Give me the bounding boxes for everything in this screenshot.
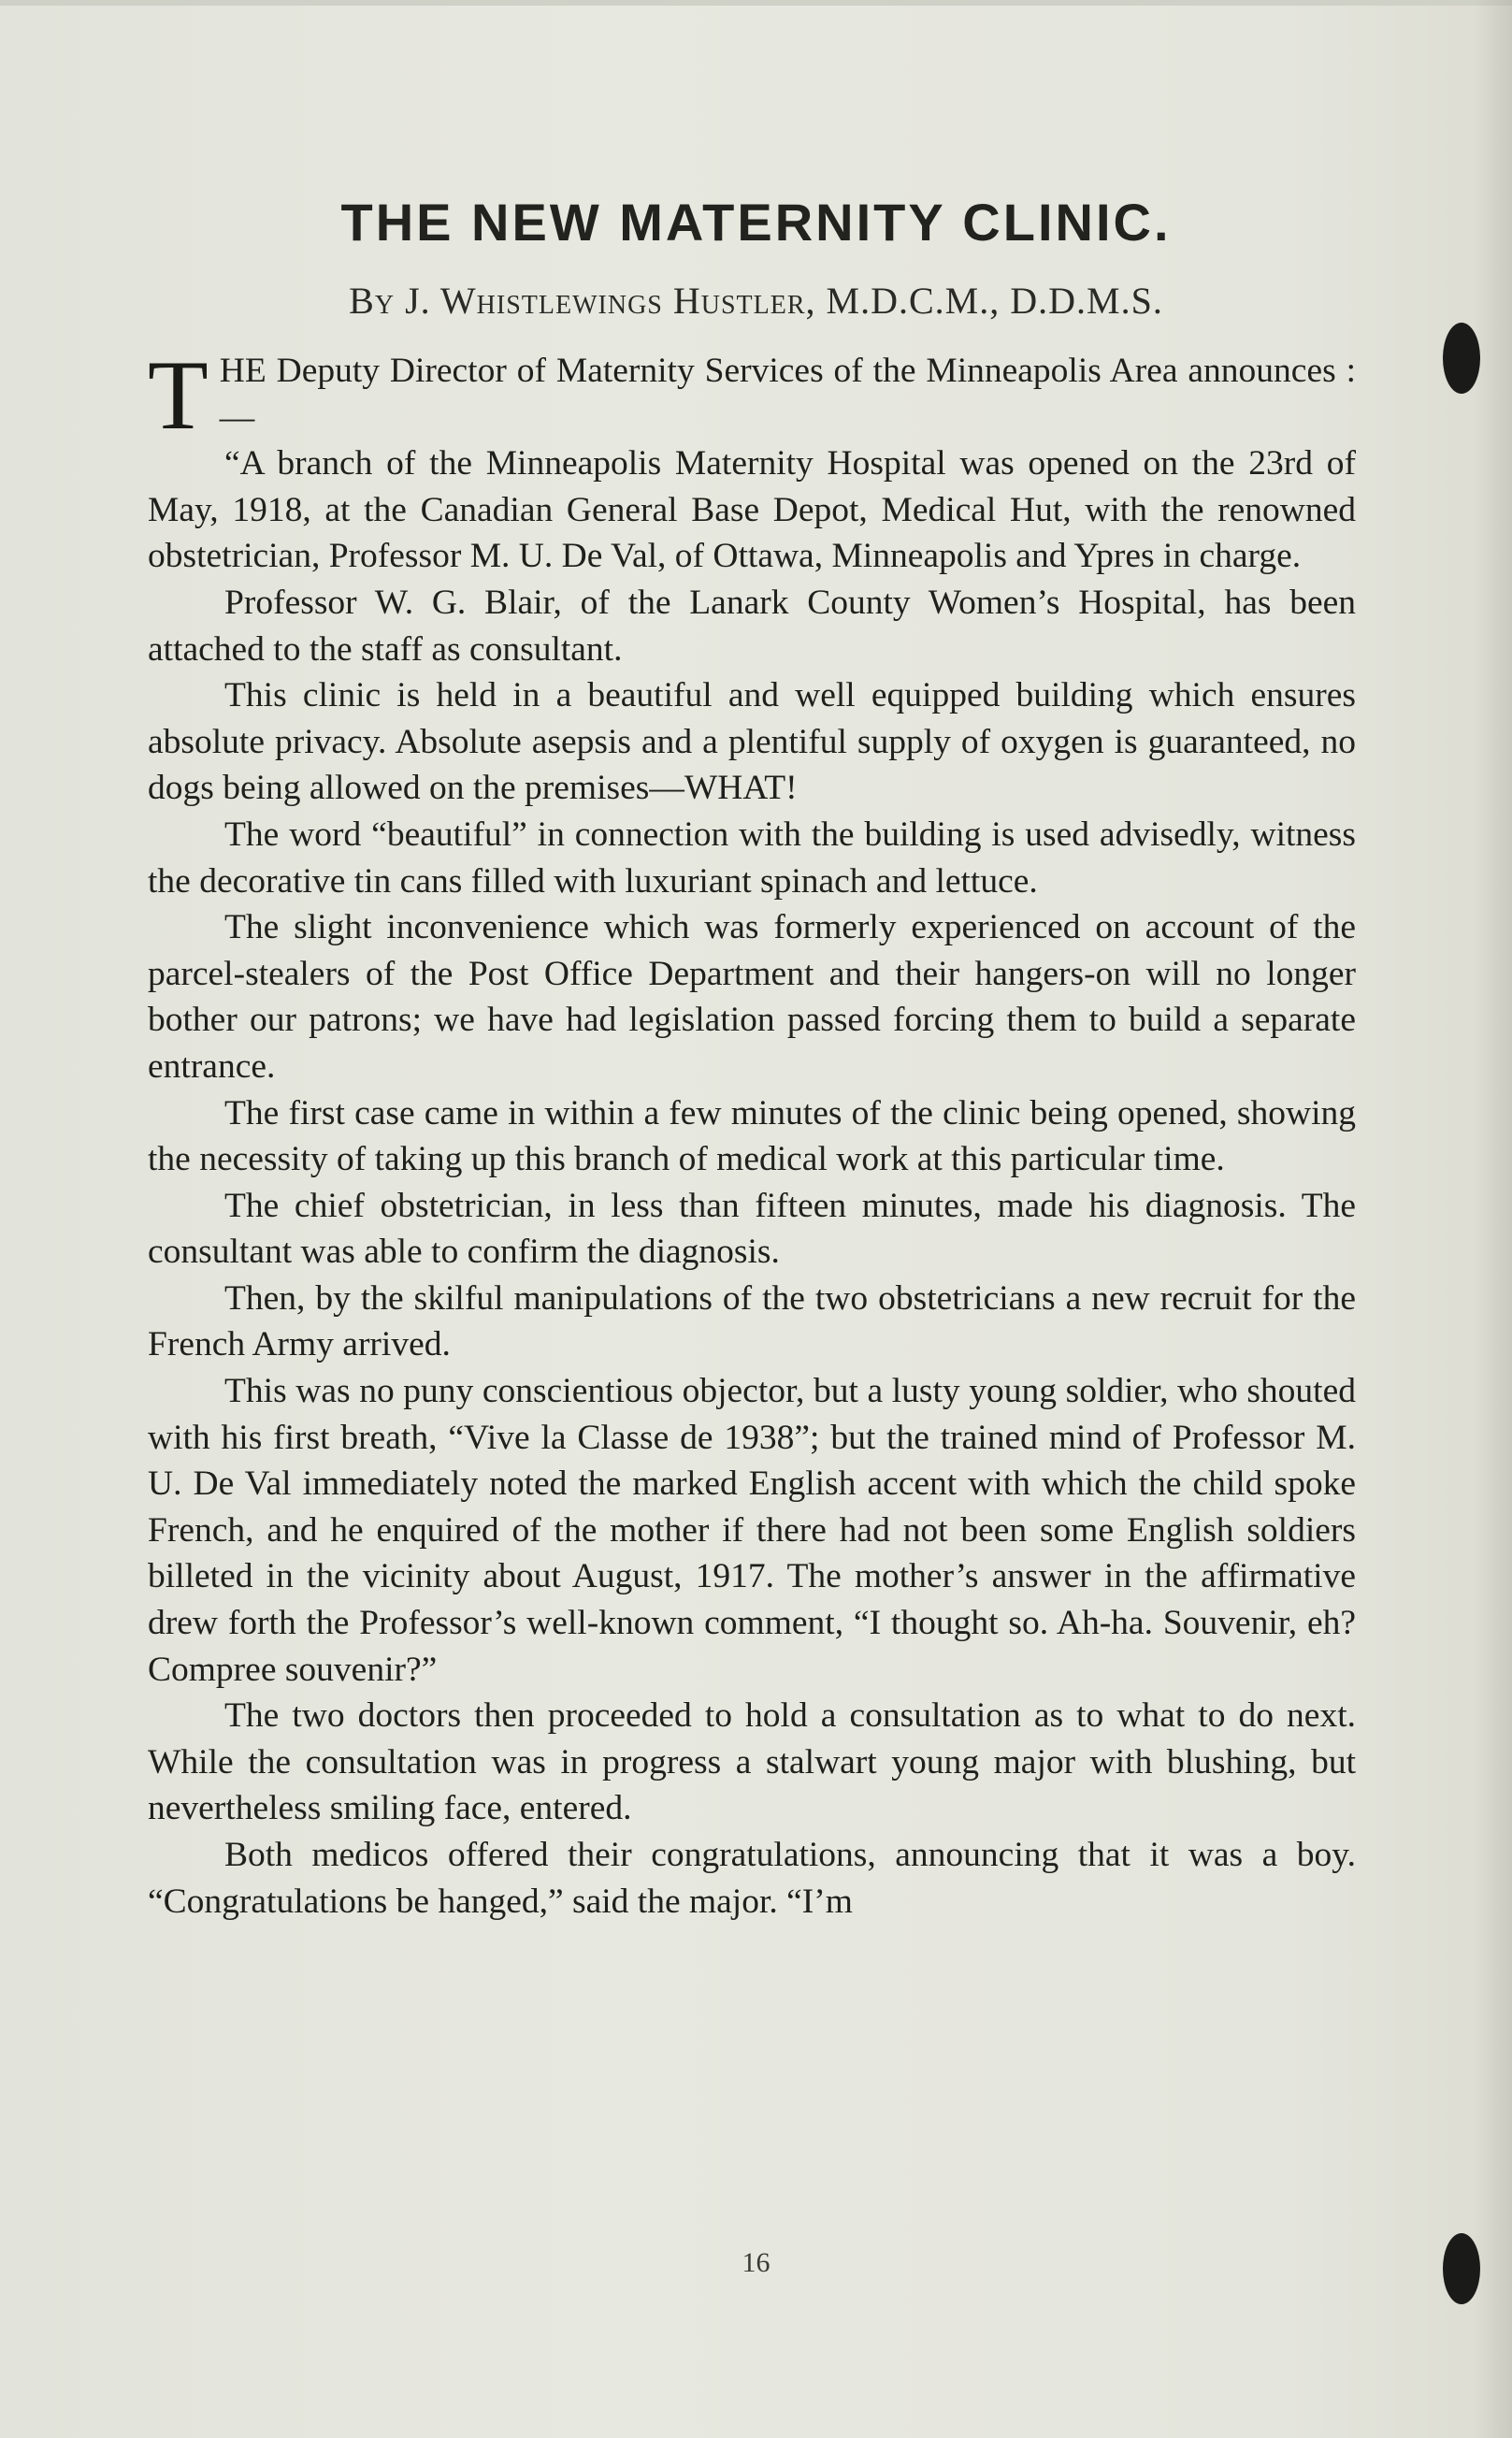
page-number: 16 <box>742 2247 770 2278</box>
paragraph: The two doctors then proceeded to hold a consultation as to what to do next. While the consultation was in progress a stalwart young major with blushing, but nevertheless smiling face, entered. <box>148 1696 1356 1828</box>
paragraph: Both medicos offered their congratulations, announcing that it was a boy. “Congratulations be hanged,” said the major. “I’m <box>148 1836 1356 1921</box>
paragraph: Professor W. G. Blair, of the Lanark County Women’s Hospital, has been attached to the staff as consultant. <box>148 583 1356 669</box>
paragraph: This was no puny conscientious objector, but a lusty young soldier, who shouted with his first breath, “Vive la Classe de 1938”; but the trained mind of Professor M. U. De Val immediately noted the marked English accent with which the child spoke French, and he enquired of the mother if there had not been some English soldiers billeted in the vicinity about August, 1917. The mother’s answer in the affirmative drew forth the Professor’s well-known comment, “I thought so. Ah-ha. Souvenir, eh? Compree souvenir?” <box>148 1372 1356 1689</box>
article-title: THE NEW MATERNITY CLINIC. <box>340 193 1172 252</box>
paragraph: The word “beautiful” in connection with the building is used advisedly, witness the decorative tin cans filled with luxuriant spinach and lettuce. <box>148 815 1356 901</box>
lead-paragraph <box>148 340 1356 450</box>
paragraph: The first case came in within a few minutes of the clinic being opened, showing the necessity of taking up this branch of medical work at this particular time. <box>148 1093 1356 1179</box>
paragraph: The chief obstetrician, in less than fifteen minutes, made his diagnosis. The consultant was able to confirm the diagnosis. <box>148 1186 1356 1272</box>
page-right-edge-shadow <box>1475 0 1512 2438</box>
drop-cap: T <box>148 340 209 450</box>
paragraph: Then, by the skilful manipulations of the two obstetricians a new recruit for the French Army arrived. <box>148 1278 1356 1364</box>
page-top-edge <box>0 0 1512 6</box>
paragraph: This clinic is held in a beautiful and well equipped building which ensures absolute privacy. Absolute asepsis and a plentiful supply of oxygen is guaranteed, no dogs being allowed on the premises—WHAT! <box>148 676 1356 808</box>
binding-hole-icon <box>1443 323 1480 394</box>
paragraph: The slight inconvenience which was formerly experienced on account of the parcel-stealers of the Post Office Department and their hangers-on will no longer bother our patrons; we have had legislation passed forcing them to build a separate entrance. <box>148 908 1356 1086</box>
article-byline <box>0 279 1512 323</box>
byline-author: By J. Whistlewings Hustler, <box>349 280 816 322</box>
lead-paragraph-text: HE Deputy Director of Maternity Services of the Minneapolis Area announces :— <box>219 352 1356 437</box>
paragraph: “A branch of the Minneapolis Maternity Hospital was opened on the 23rd of May, 1918, at the Canadian General Base Depot, Medical Hut, with the renowned obstetrician, Professor M. U. De Val, of Ottawa, Minneapolis and Ypres in charge. <box>148 444 1356 576</box>
byline-degrees: M.D.C.M., D.D.M.S. <box>826 280 1163 322</box>
article-body <box>148 340 1356 1925</box>
